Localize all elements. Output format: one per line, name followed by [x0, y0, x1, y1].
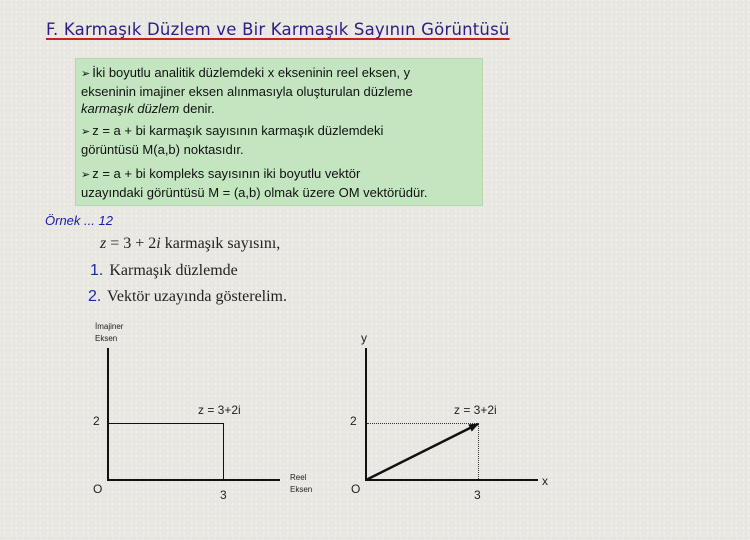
bullet-3-line-2: uzayındaki görüntüsü M = (a,b) olmak üzere OM vektörüdür. [81, 184, 428, 200]
example-item-1 [90, 262, 238, 280]
real-axis [107, 479, 280, 481]
bullet-2 [81, 122, 481, 158]
example-statement-rest: karmaşık sayısını, [160, 235, 281, 252]
y-tick-2: 2 [350, 414, 357, 428]
bullet-3-line-1: z = a + bi kompleks sayısının iki boyutlu vektör [92, 166, 361, 181]
real-tick-3: 3 [220, 488, 227, 502]
z-expression: = 3 + 2 [106, 235, 157, 252]
example-item-2 [88, 288, 287, 306]
arrow-bullet-icon: ➢ [81, 67, 91, 80]
arrow-bullet-icon: ➢ [81, 125, 91, 138]
point-vertical-projection [223, 423, 224, 480]
example-item-2-number: 2. [88, 288, 102, 305]
bullet-2-line-2: görüntüsü M(a,b) noktasıdır. [81, 141, 244, 157]
example-item-1-number: 1. [90, 262, 104, 279]
vector-point-label: z = 3+2i [454, 403, 497, 417]
imaginary-axis-label-2: Eksen [95, 334, 118, 343]
bullet-2-line-1: z = a + bi karmaşık sayısının karmaşık düzlemdeki [92, 123, 384, 138]
bullet-3 [81, 165, 481, 201]
bullet-1-line-2: ekseninin imajiner eksen alınmasıyla oluşturulan düzleme [81, 83, 413, 99]
page-title: F. Karmaşık Düzlem ve Bir Karmaşık Sayının Görüntüsü [46, 20, 510, 39]
example-heading: Örnek ... 12 [45, 213, 113, 228]
imaginary-axis-label-1: İmajiner [95, 322, 124, 331]
arrow-bullet-icon: ➢ [81, 168, 91, 181]
y-axis-label: y [361, 331, 367, 345]
example-statement [100, 235, 280, 253]
bullet-1-line-3: denir. [179, 101, 215, 116]
bullet-1-line-1: İki boyutlu analitik düzlemdeki x ekseninin reel eksen, y [92, 65, 411, 80]
origin-label-vector: O [351, 482, 361, 496]
imaginary-unit: i [156, 235, 161, 252]
example-item-2-text: Vektör uzayında gösterelim. [103, 288, 287, 305]
origin-label: O [93, 482, 103, 496]
point-horizontal-projection [108, 423, 224, 424]
x-axis-label: x [542, 474, 548, 488]
example-item-1-text: Karmaşık düzlemde [105, 262, 238, 279]
real-axis-label-1: Reel [290, 473, 307, 482]
real-axis-label-2: Eksen [290, 485, 313, 494]
imaginary-tick-2: 2 [93, 414, 100, 428]
z-variable: z [100, 235, 107, 252]
point-label: z = 3+2i [198, 403, 241, 417]
x-tick-3: 3 [474, 488, 481, 502]
imaginary-axis [107, 348, 109, 481]
bullet-1 [81, 64, 481, 118]
bullet-1-term: karmaşık düzlem [81, 101, 180, 116]
om-vector [360, 410, 490, 490]
definition-box [75, 58, 483, 206]
